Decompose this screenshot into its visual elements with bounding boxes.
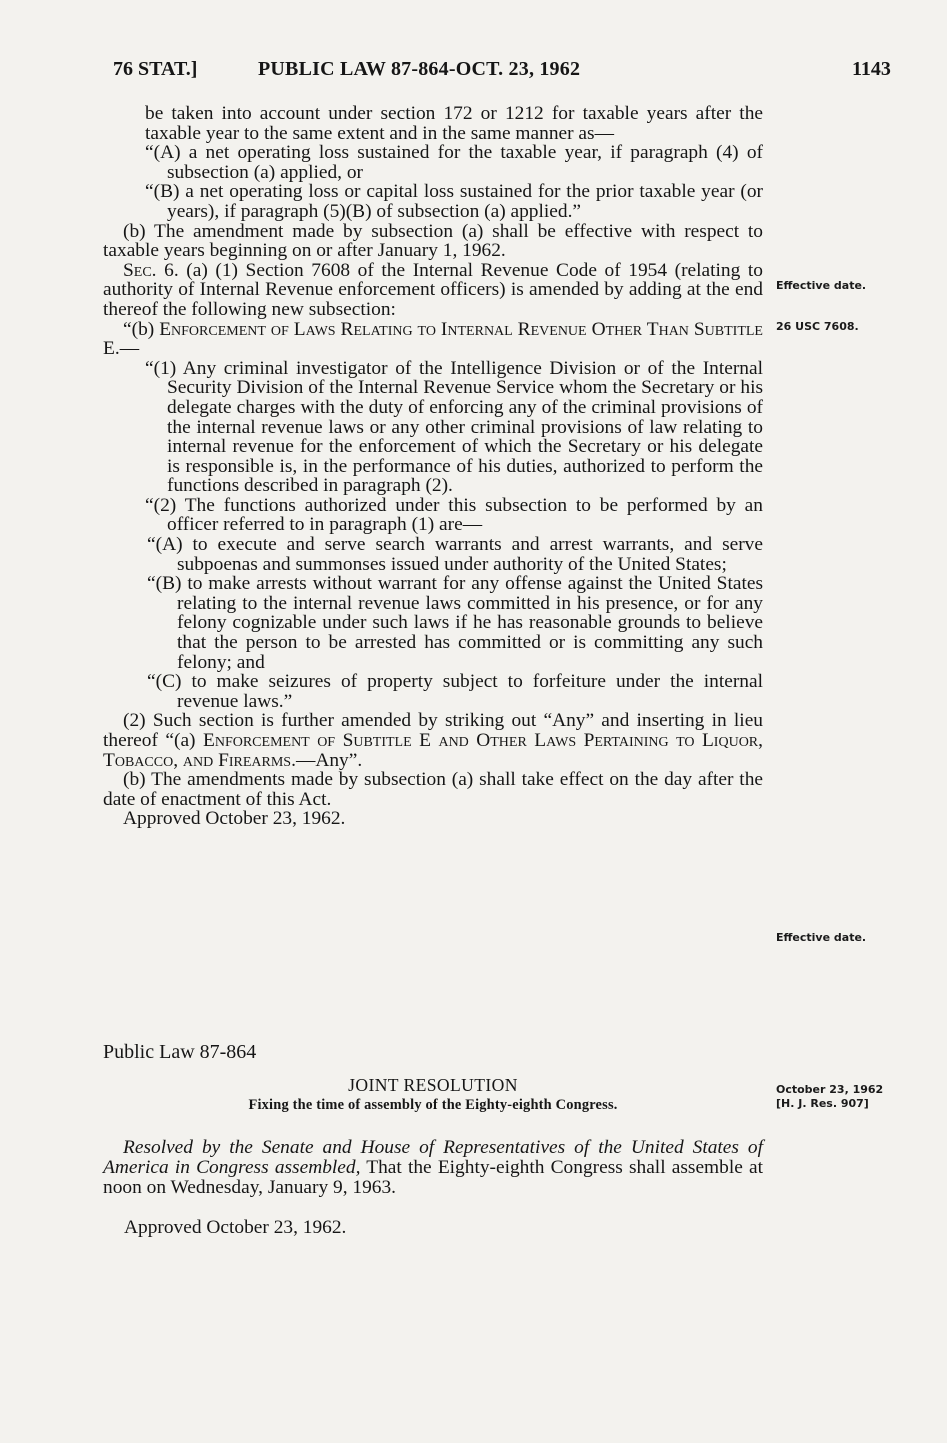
approved-1: Approved October 23, 1962.	[123, 808, 346, 830]
paragraph-2b: “(B) to make arrests without warrant for any offense against the United States relating to the internal revenue laws committed in his presence, or for any felony cognizable under such laws if he has reasonable grounds to believe that the person to be arrested has committed or is committing any such felony; and	[147, 573, 763, 673]
resolved-text: That the Eighty-eighth Congress shall assemble at noon on Wednesday, January 9, 1963.	[103, 1156, 763, 1198]
subsec-dash: —	[119, 338, 140, 360]
resolved-clause	[103, 1138, 763, 1197]
bleed-through-texture	[770, 140, 920, 1040]
resolved-italic: Resolved by the Senate and House of Representatives of the United States of America in Congress assembled,	[103, 1137, 763, 1178]
sec-6-text: 6. (a) (1) Section 7608 of the Internal Revenue Code of 1954 (relating to authority of Internal Revenue enforcement officers) is amended by adding at the end thereof the following new subsection:	[103, 259, 763, 320]
public-law-title: Public Law 87-864	[103, 1041, 257, 1063]
margin-resolution: [H. J. Res. 907]	[776, 1097, 869, 1110]
subsec-title: Enforcement of Laws Relating to Internal Revenue Other Than Subtitle E.	[103, 318, 763, 360]
header-stat-ref: 76 STAT.]	[113, 58, 198, 80]
a2-end: —Any”.	[295, 749, 363, 771]
paragraph-1: “(1) Any criminal investigator of the Intelligence Division or of the Internal Security Division of the Internal Revenue Service whom the Secretary or his delegate charges with the duty of enforcing any of the criminal provisions of the internal revenue laws or any other criminal provisions of law relating to internal revenue for the enforcement of which the Secretary or his delegate is responsible is, in the performance of his duties, authorized to perform the functions described in paragraph (2).	[145, 357, 763, 497]
subsection-b-effective: (b) The amendment made by subsection (a) shall be effective with respect to taxable years beginning on or after January 1, 1962.	[103, 220, 763, 262]
paragraph-2c: “(C) to make seizures of property subject to forfeiture under the internal revenue laws.”	[147, 671, 763, 712]
margin-usc-ref: 26 USC 7608.	[776, 320, 859, 333]
a2-start: (2) Such section is further amended by striking out “Any” and inserting in lieu thereof “(a)	[103, 710, 763, 751]
header-title: PUBLIC LAW 87-864-OCT. 23, 1962	[258, 58, 581, 80]
margin-date: October 23, 1962	[776, 1083, 884, 1096]
section-6-intro	[103, 261, 763, 320]
paragraph-continuation: be taken into account under section 172 or 1212 for taxable years after the taxable year to the same extent and in the same manner as—	[145, 103, 763, 144]
paragraph-2a: “(A) to execute and serve search warrants and arrest warrants, and serve subpoenas and summonses issued under authority of the United States;	[147, 534, 763, 575]
sec-label: Sec.	[123, 259, 157, 281]
page-number: 1143	[852, 58, 891, 80]
paragraph-2: “(2) The functions authorized under this subsection to be performed by an officer referred to in paragraph (1) are—	[145, 494, 763, 536]
margin-effective-date-1: Effective date.	[776, 279, 867, 292]
item-a: “(A) a net operating loss sustained for the taxable year, if paragraph (4) of subsection (a) applied, or	[145, 142, 763, 183]
item-b: “(B) a net operating loss or capital loss sustained for the prior taxable year (or years), if paragraph (5)(B) of subsection (a) applied.”	[145, 181, 763, 222]
subsection-b-heading	[103, 320, 763, 359]
joint-resolution-heading: JOINT RESOLUTION	[348, 1075, 518, 1095]
approved-2: Approved October 23, 1962.	[124, 1217, 347, 1238]
main-text	[103, 104, 763, 829]
margin-effective-date-2: Effective date.	[776, 931, 867, 944]
subsec-open: “(b)	[123, 318, 160, 340]
paragraph-a2	[103, 711, 763, 770]
joint-resolution-subtitle: Fixing the time of assembly of the Eighty-eighth Congress.	[248, 1097, 618, 1113]
paragraph-b2: (b) The amendments made by subsection (a) shall take effect on the day after the date of enactment of this Act.	[103, 769, 763, 810]
a2-caps: Enforcement of Subtitle E and Other Laws Pertaining to Liquor, Tobacco, and Firearms.	[103, 730, 763, 771]
